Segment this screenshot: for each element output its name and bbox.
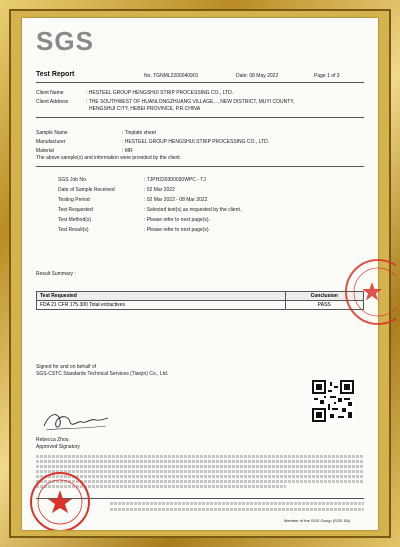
certificate-paper <box>22 18 378 530</box>
fine-print <box>110 508 364 511</box>
job-row-value: : 02 Mar 2022 - 08 Mar 2022 <box>144 197 208 203</box>
job-row-label: Test Result(s) <box>58 227 89 233</box>
job-row-value: : 02 Mar 2022 <box>144 187 175 193</box>
column-header-test: Test Requested <box>37 292 286 301</box>
divider <box>36 82 364 83</box>
job-row-label: Test Requested <box>58 207 93 213</box>
report-title: Test Report <box>36 71 75 78</box>
divider <box>36 166 364 167</box>
column-header-conclusion: Conclusion <box>285 292 363 301</box>
job-row-value: : Please refer to next page(s). <box>144 227 210 233</box>
table-row <box>37 301 364 310</box>
job-row-value: : Please refer to next page(s). <box>144 217 210 223</box>
red-stamp-icon <box>336 252 396 332</box>
result-summary-label: Result Summary : <box>36 271 76 277</box>
sgs-logo: SGS <box>36 26 94 56</box>
sample-note: The above sample(s) and information were provided by the client. <box>36 155 182 161</box>
signoff-line2: SGS-CSTC Standards Technical Services (Tianjin) Co., Ltd. <box>36 371 169 377</box>
row-test: FDA 21 CFR 175.300 Total extractives <box>37 301 286 310</box>
row-conclusion: PASS <box>285 301 363 310</box>
signature-image <box>40 408 110 434</box>
client-address-line1: : THE SOUTHWEST OF HUANLONGZHUANG VILLAGE, ., NEW DISTRICT, MUYI COUNTY, <box>86 99 295 105</box>
job-row-label: SGS Job No. <box>58 177 88 183</box>
job-row-label: Testing Period <box>58 197 90 203</box>
sample-name-value: : Tinplate sheet <box>122 130 156 136</box>
job-row-label: Date of Sample Received <box>58 187 115 193</box>
report-number: No. TGNML2200040901 <box>144 73 199 79</box>
signoff-line1: Signed for and on behalf of <box>36 364 97 370</box>
report-date: Date: 08 May 2022 <box>236 73 279 79</box>
result-summary-table <box>36 291 364 310</box>
client-address-line2: HENGSHUI CITY, HEBEI PROVINCE, P.R.CHINA <box>89 106 201 112</box>
job-row-label: Test Method(s) <box>58 217 92 223</box>
client-address-label: Client Address <box>36 99 69 105</box>
table-header-row <box>37 292 364 301</box>
client-name-value: : HESTEEL GROUP HENGSHUI STRIP PROCESSING CO., LTD. <box>86 90 234 96</box>
qr-code-icon <box>312 380 354 422</box>
fine-print <box>36 465 364 468</box>
job-row-value: : TJPH220300030WPC - TJ <box>144 177 206 183</box>
member-line: Member of the SGS Group (SGS SA) <box>284 518 351 523</box>
sample-name-label: Sample Name <box>36 130 68 136</box>
fine-print <box>36 455 364 458</box>
red-seal-icon <box>28 470 92 530</box>
client-name-label: Client Name <box>36 90 64 96</box>
page-number: Page 1 of 3 <box>314 73 340 79</box>
material-value: : MR <box>122 148 133 154</box>
material-label: Material <box>36 148 54 154</box>
fine-print <box>110 502 364 505</box>
divider <box>36 117 364 118</box>
signatory-role: Approved Signatory <box>36 444 80 450</box>
job-row-value: : Selected test(s) as requested by the client. <box>144 207 242 213</box>
fine-print <box>36 460 364 463</box>
manufacturer-label: Manufacturer <box>36 139 66 145</box>
signatory-name: Rebecca Zhou <box>36 437 69 443</box>
manufacturer-value: : HESTEEL GROUP HENGSHUI STRIP PROCESSING CO., LTD. <box>122 139 270 145</box>
